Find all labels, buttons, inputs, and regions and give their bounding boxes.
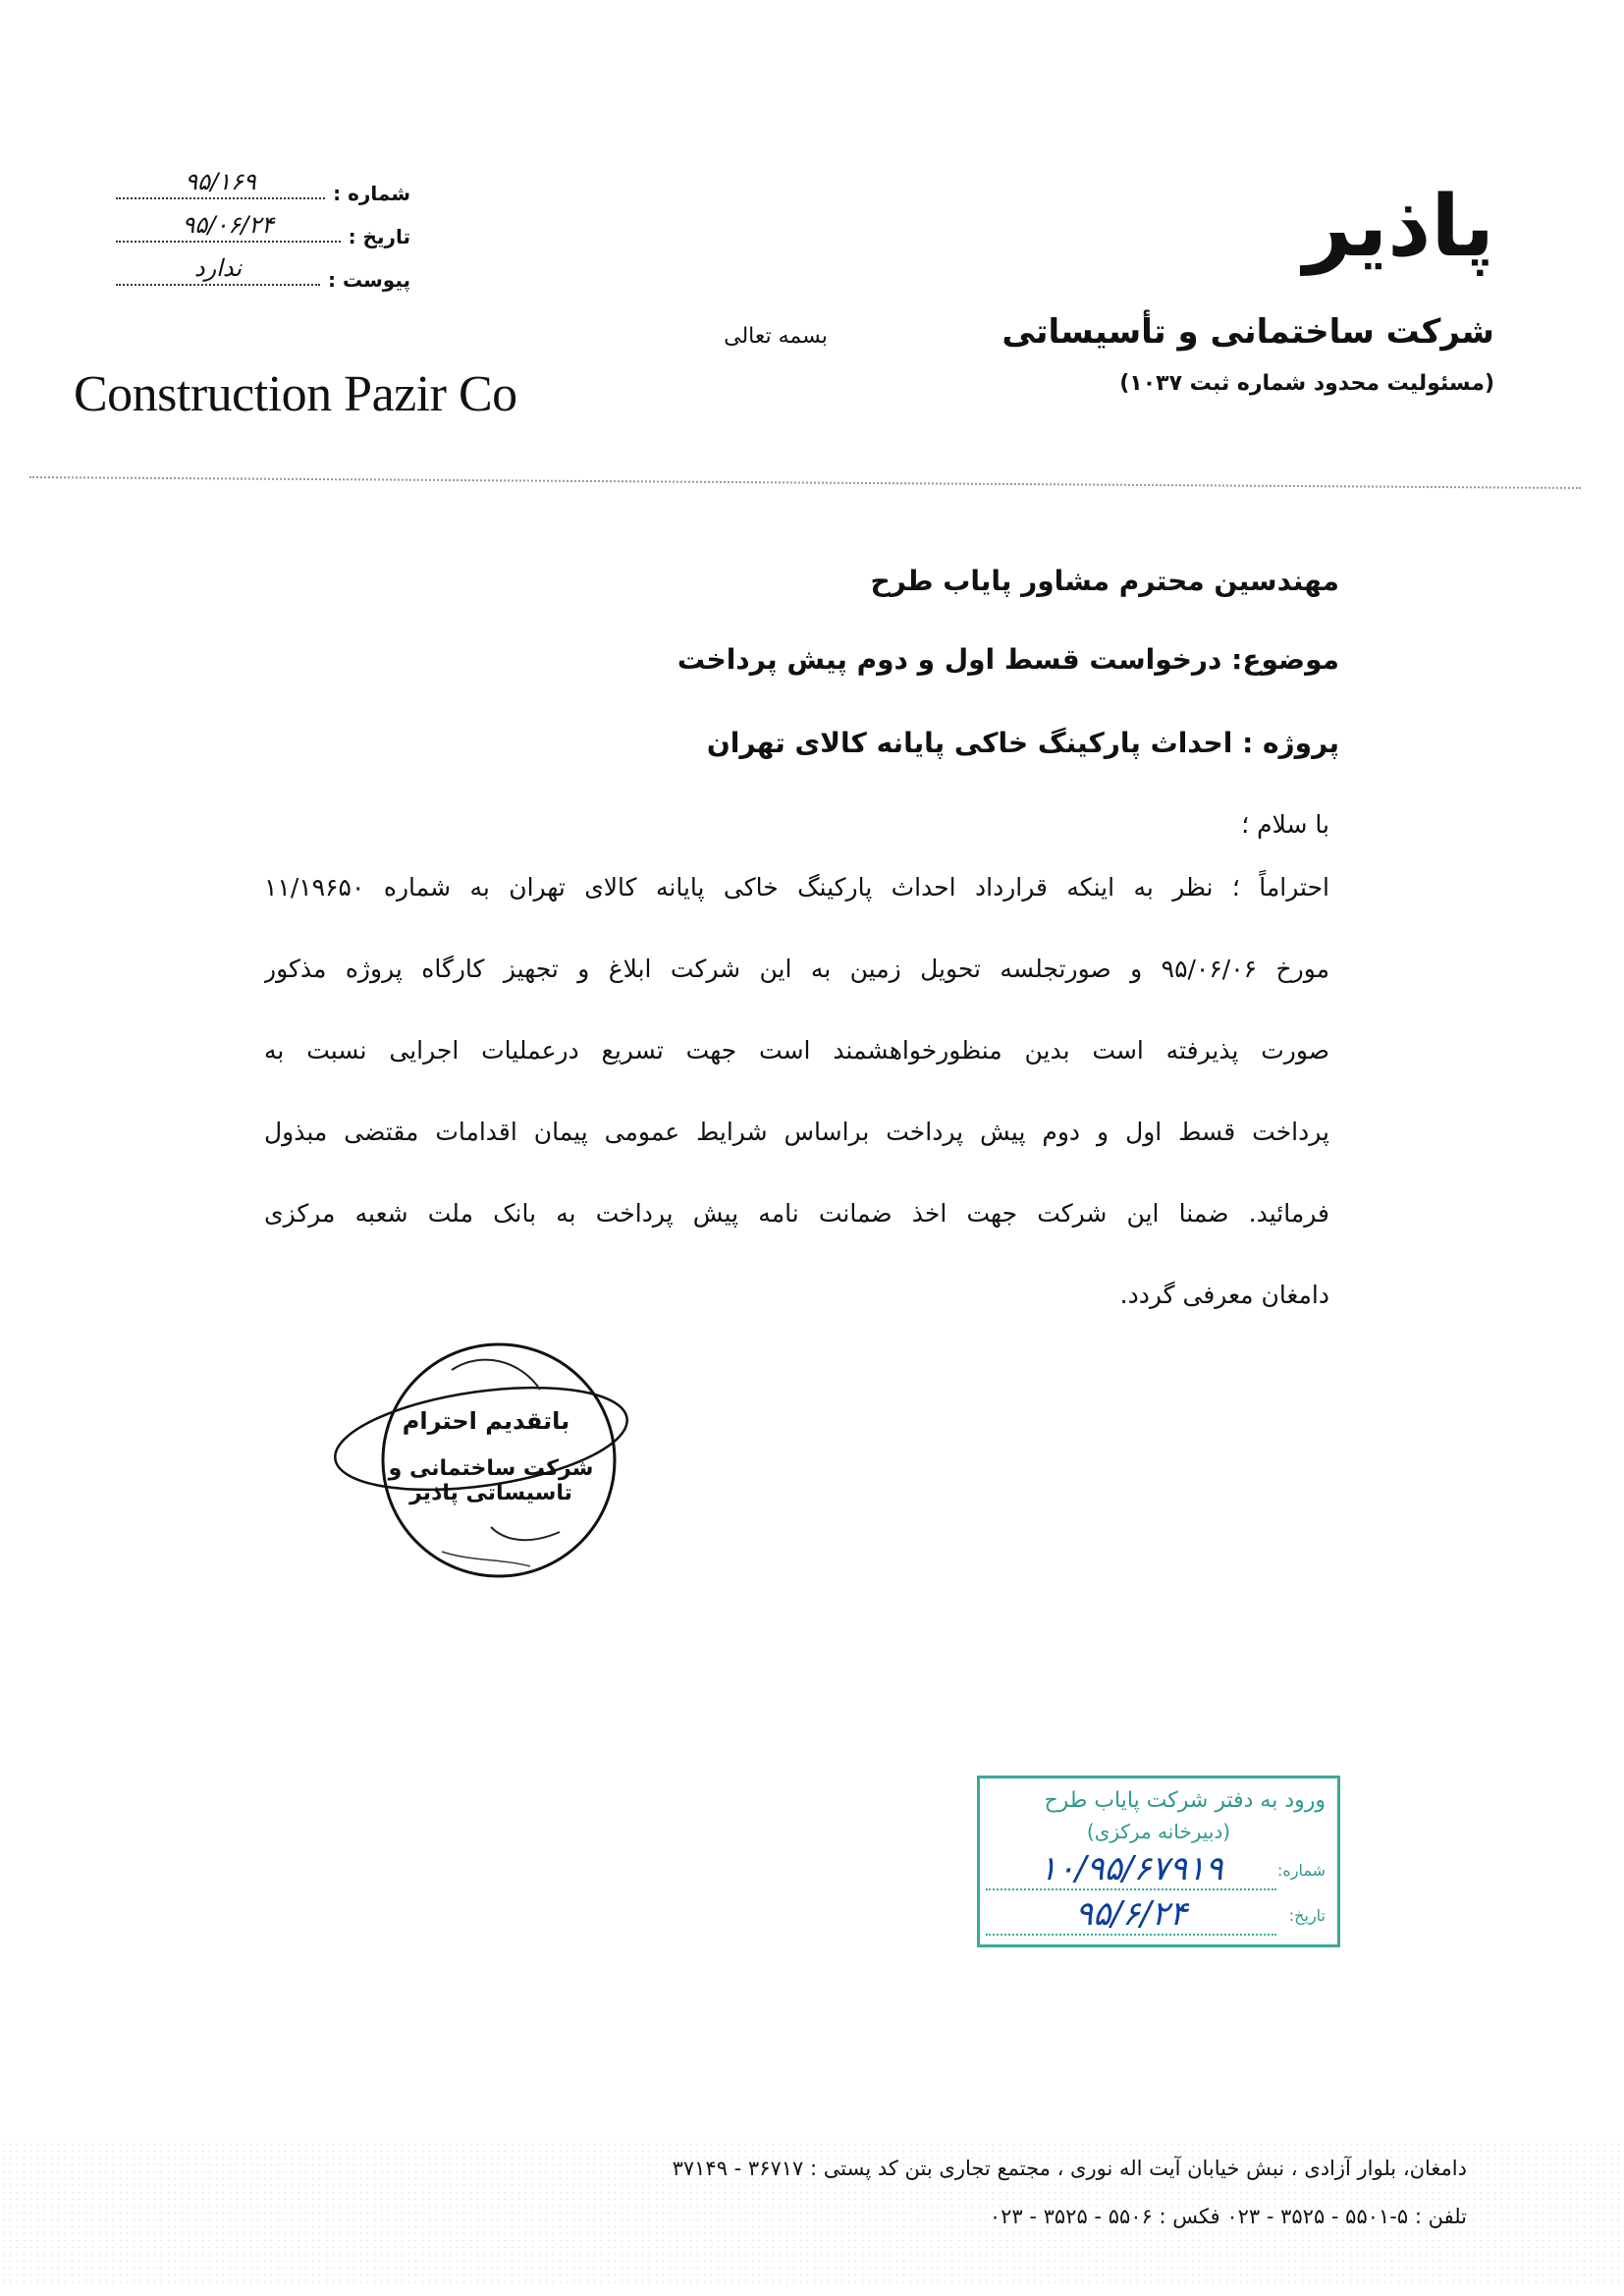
subject-line: موضوع: درخواست قسط اول و دوم پیش پرداخت (677, 643, 1339, 676)
bismillah: بسمه تعالی (724, 324, 828, 349)
stamp-number-row (986, 1849, 1326, 1890)
seal-company: شرکت ساختمانی و تاسیساتی پاذیر (388, 1456, 594, 1505)
stamp-date-label: تاریخ: (1288, 1905, 1326, 1925)
stamp-date-row (986, 1894, 1326, 1936)
letter-body (264, 847, 1329, 1336)
meta-attachment-value: ندارد (116, 254, 320, 286)
stamp-number-value: ۱۰/۹۵/۶۷۹۱۹ (986, 1849, 1276, 1890)
brand-logo-text: پاذیر (1303, 178, 1494, 276)
footer-address: دامغان، بلوار آزادی ، نبش خیابان آیت اله نوری ، مجتمع تجاری بتن کد پستی : ۳۶۷۱۷ - ۳۷۱۴۹ (672, 2157, 1467, 2180)
company-registration: (مسئولیت محدود شماره ثبت ۱۰۳۷) (1119, 371, 1494, 396)
meta-number-value: ۹۵/۱۶۹ (116, 168, 325, 199)
stamp-number-label: شماره: (1276, 1860, 1326, 1880)
meta-date-value: ۹۵/۰۶/۲۴ (116, 211, 341, 243)
company-seal (334, 1331, 648, 1586)
meta-number-row (116, 162, 410, 205)
letter-meta (116, 162, 410, 292)
english-company-name: Construction Pazir Co (74, 366, 517, 422)
stamp-date-value: ۹۵/۶/۲۴ (986, 1894, 1276, 1936)
brand-logo (1200, 178, 1494, 276)
meta-date-row (116, 205, 410, 248)
addressee: مهندسین محترم مشاور پایاب طرح (870, 565, 1339, 597)
meta-number-label: شماره : (333, 182, 410, 205)
meta-date-label: تاریخ : (348, 225, 410, 248)
stamp-title: ورود به دفتر شرکت پایاب طرح (1044, 1788, 1326, 1813)
footer-phone-fax: تلفن : ۵-۵۵۰۱ - ۳۵۲۵ - ۰۲۳ فکس : ۵۵۰۶ - ۳۵۲۵ - ۰۲۳ (989, 2205, 1467, 2228)
project-line: پروژه : احداث پارکینگ خاکی پایانه کالای تهران (706, 727, 1339, 759)
body-line: مورخ ۹۵/۰۶/۰۶ و صورتجلسه تحویل زمین به این شرکت ابلاغ و تجهیز کارگاه پروژه مذکور (264, 955, 1329, 983)
body-line: فرمائید. ضمنا این شرکت جهت اخذ ضمانت نامه پیش پرداخت به بانک ملت شعبه مرکزی (264, 1199, 1329, 1228)
body-line: احتراماً ؛ نظر به اینکه قرارداد احداث پارکینگ خاکی پایانه کالای تهران به شماره ۱۱/۱۹۶۵۰ (264, 873, 1329, 902)
company-name: شرکت ساختمانی و تأسیساتی (1001, 312, 1494, 352)
receipt-stamp (977, 1776, 1340, 1947)
stamp-subtitle: (دبیرخانه مرکزی) (1086, 1820, 1231, 1843)
header-divider (29, 476, 1581, 489)
seal-regards: باتقدیم احترام (402, 1407, 570, 1435)
body-line: صورت پذیرفته است بدین منظورخواهشمند است جهت تسریع درعملیات اجرایی نسبت به (264, 1036, 1329, 1065)
body-line: دامغان معرفی گردد. (1119, 1281, 1329, 1309)
meta-attachment-label: پیوست : (327, 268, 410, 292)
greeting: با سلام ؛ (1241, 810, 1329, 839)
meta-attachment-row (116, 248, 410, 292)
body-line: پرداخت قسط اول و دوم پیش پرداخت براساس شرایط عمومی پیمان اقدامات مقتضی مبذول (264, 1118, 1329, 1146)
